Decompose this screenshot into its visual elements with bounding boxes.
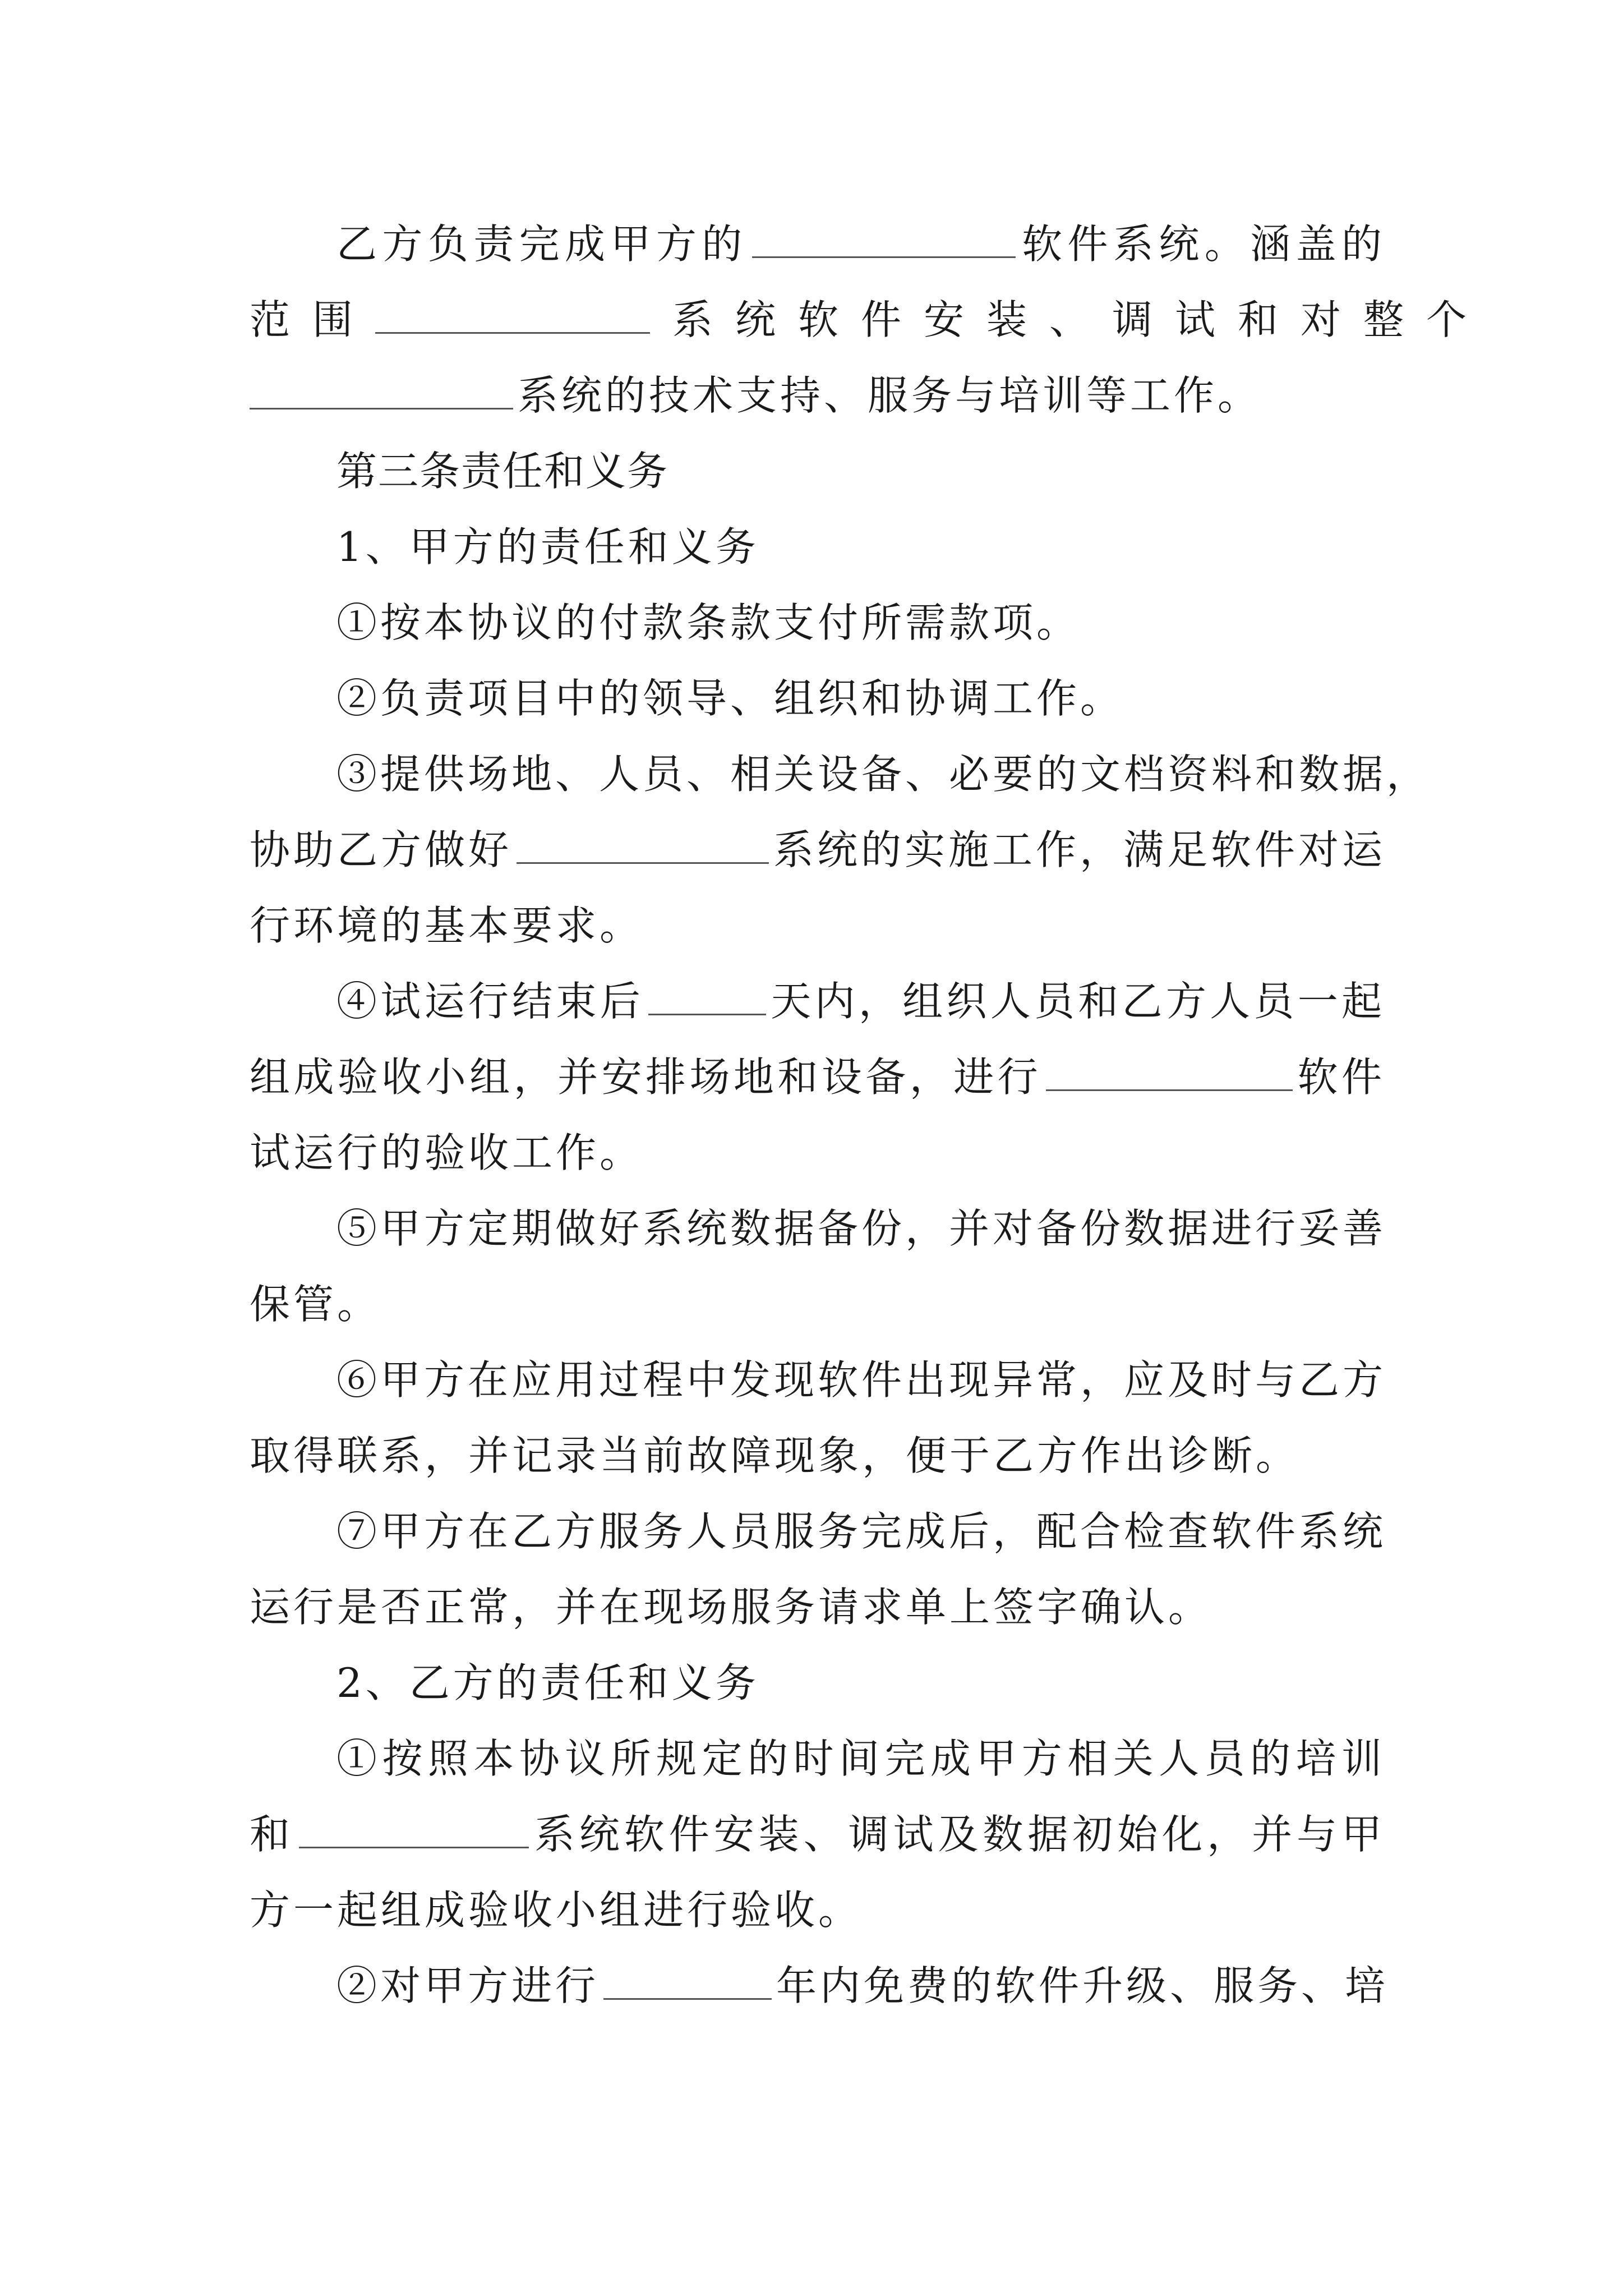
list-item: ①按本协议的付款条款支付所需款项。 [336,599,1081,646]
section-heading: 第三条责任和义务 [336,448,669,495]
fill-in-blank[interactable] [517,857,769,864]
paragraph-line [250,365,1385,426]
fill-in-blank[interactable] [299,1841,529,1848]
paragraph-line [250,819,1385,881]
text-segment: 软件 [1297,1053,1385,1101]
text-segment: 年内免费的软件升级、服务、培 [776,1962,1389,2009]
paragraph-line: 试运行的验收工作。 [250,1129,644,1176]
paragraph-line [250,289,1490,351]
fill-in-blank[interactable] [250,402,513,409]
text-segment: 协助乙方做好 [250,826,513,873]
subsection-heading: 2、乙方的责任和义务 [336,1659,759,1706]
list-item: ⑦甲方在乙方服务人员服务完成后，配合检查软件系统 [336,1508,1387,1555]
text-segment: 乙方负责完成甲方的 [336,220,748,268]
list-item: ②负责项目中的领导、组织和协调工作。 [336,675,1124,722]
paragraph-line: 保管。 [250,1281,381,1328]
text-segment: ④试运行结束后 [336,978,644,1025]
list-item [336,1955,1389,2017]
fill-in-blank[interactable] [648,1008,766,1015]
list-item: ③提供场地、人员、相关设备、必要的文档资料和数据， [336,751,1431,798]
text-segment: ②对甲方进行 [336,1962,600,2009]
fill-in-blank[interactable] [603,1993,772,2000]
text-segment: 软件系统。涵盖的 [1020,220,1385,268]
text-segment: 范围 [250,296,376,343]
paragraph-line: 运行是否正常，并在现场服务请求单上签字确认。 [250,1584,1212,1631]
text-segment: 天内，组织人员和乙方人员一起 [771,978,1385,1025]
paragraph-line [250,1046,1385,1108]
text-segment: 系统软件安装、调试及数据初始化，并与甲 [533,1811,1385,1858]
text-segment: 组成验收小组，并安排场地和设备，进行 [250,1053,1042,1101]
paragraph-line: 行环境的基本要求。 [250,902,644,949]
text-segment: 系统的技术支持、服务与培训等工作。 [518,372,1262,419]
text-segment: 和 [250,1811,294,1858]
text-segment: 系统的实施工作，满足软件对运 [773,826,1386,873]
list-item: ⑥甲方在应用过程中发现软件出现异常，应及时与乙方 [336,1356,1387,1404]
subsection-heading: 1、甲方的责任和义务 [336,523,759,570]
list-item: ⑤甲方定期做好系统数据备份，并对备份数据进行妥善 [336,1205,1387,1252]
paragraph-line: 取得联系，并记录当前故障现象，便于乙方作出诊断。 [250,1432,1300,1479]
list-item: ①按照本协议所规定的时间完成甲方相关人员的培训 [336,1735,1385,1782]
fill-in-blank[interactable] [375,326,650,334]
paragraph-line [336,213,1385,275]
list-item [336,970,1385,1032]
fill-in-blank[interactable] [1046,1084,1293,1091]
fill-in-blank[interactable] [752,251,1016,258]
paragraph-line [250,1803,1385,1865]
text-segment: 系统软件安装、调试和对整个 [672,296,1490,343]
paragraph-line: 方一起组成验收小组进行验收。 [250,1887,863,1934]
